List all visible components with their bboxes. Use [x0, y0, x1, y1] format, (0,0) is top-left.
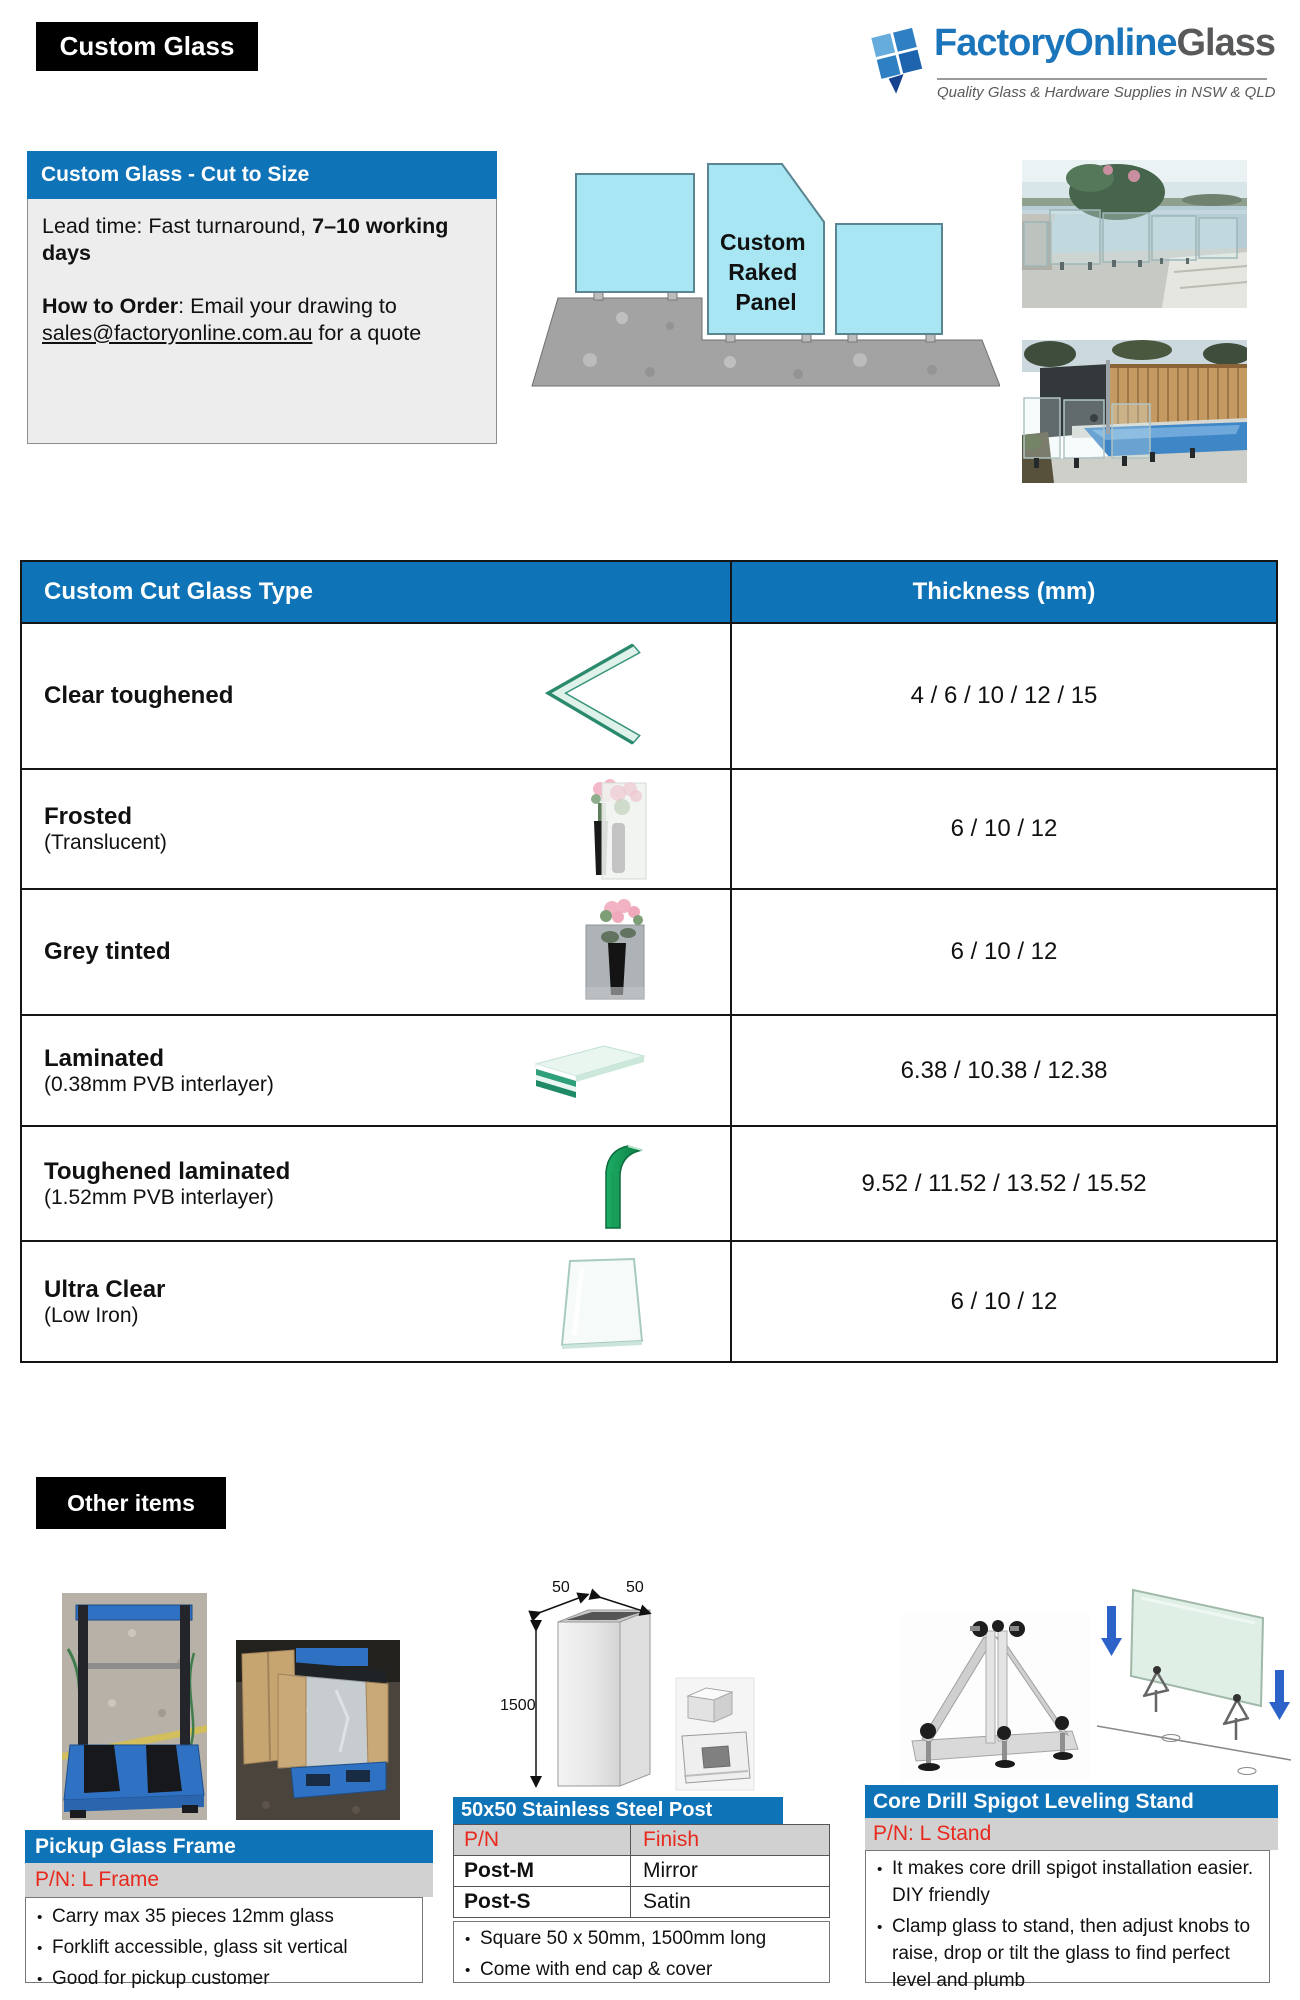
leveling-stand-header — [865, 1785, 1278, 1818]
lead-time-text: Lead time: Fast turnaround, 7–10 working days — [42, 214, 449, 265]
other-items-label: Other items — [67, 1489, 195, 1516]
feature-item: • Come with end cap & cover — [460, 1957, 821, 1984]
dimension-width-label: 50 — [552, 1579, 570, 1596]
logo-window-icon — [870, 24, 926, 98]
logo-divider — [937, 78, 1267, 80]
info-box-body — [27, 199, 497, 444]
glass-type-name: Grey tinted — [44, 938, 171, 965]
glass-type-sub: (0.38mm PVB interlayer) — [44, 1072, 274, 1096]
pn-column-header: P/N — [454, 1825, 631, 1855]
steel-post-table-row — [453, 1856, 830, 1887]
col-header-glass-type: Custom Cut Glass Type — [21, 561, 731, 623]
logo-text — [934, 22, 1275, 65]
logo-text-primary: FactoryOnline — [934, 22, 1177, 64]
feature-item: • Good for pickup customer — [32, 1966, 414, 1993]
leveling-stand-title: Core Drill Spigot Leveling Stand — [873, 1789, 1194, 1813]
glass-type-name: Toughened laminated — [44, 1157, 291, 1185]
pickup-frame-photo — [62, 1593, 207, 1820]
clear-toughened-glass-image — [536, 643, 648, 749]
logo-text-secondary: Glass — [1176, 22, 1276, 64]
glass-panel-right — [836, 224, 942, 334]
packed-glass-photo — [236, 1640, 400, 1820]
ultra-clear-glass-image — [552, 1254, 648, 1350]
feature-item: • Square 50 x 50mm, 1500mm long — [460, 1926, 821, 1953]
part-number-cell: Post-M — [454, 1856, 631, 1886]
finish-cell: Satin — [643, 1890, 691, 1913]
pickup-frame-features — [25, 1897, 423, 1989]
dimension-depth-label: 50 — [626, 1579, 644, 1596]
pickup-frame-part-number: P/N: L Frame — [25, 1863, 433, 1897]
raked-panel-label: Custom Raked Panel — [719, 229, 806, 315]
table-header-row — [21, 561, 1277, 623]
col-header-thickness: Thickness (mm) — [731, 561, 1277, 623]
table-row — [21, 1126, 1277, 1241]
dimension-height-label: 1500 — [500, 1697, 536, 1714]
glass-type-sub: (1.52mm PVB interlayer) — [44, 1185, 274, 1209]
glass-type-sub: (Low Iron) — [44, 1303, 139, 1327]
glass-type-name: Clear toughened — [44, 682, 234, 709]
steel-post-title: 50x50 Stainless Steel Post — [461, 1799, 713, 1821]
steel-post-diagram — [500, 1578, 800, 1796]
table-row — [21, 1015, 1277, 1126]
page-title-label: Custom Glass — [59, 31, 235, 61]
cut-to-size-info-box — [27, 151, 497, 444]
glass-balustrade-photo — [1022, 160, 1247, 308]
glass-thickness: 6 / 10 / 12 — [731, 889, 1277, 1015]
glass-type-sub: (Translucent) — [44, 831, 167, 854]
other-items-heading — [36, 1477, 226, 1529]
glass-thickness: 4 / 6 / 10 / 12 / 15 — [731, 623, 1277, 769]
leveling-stand-diagram — [1095, 1578, 1295, 1783]
table-row — [21, 1241, 1277, 1362]
feature-item: • Carry max 35 pieces 12mm glass — [32, 1904, 414, 1931]
table-row — [21, 623, 1277, 769]
page-title — [36, 22, 258, 71]
steel-post-table — [453, 1824, 830, 1918]
steel-post-header — [453, 1797, 783, 1824]
feature-item: • Forklift accessible, glass sit vertical — [32, 1935, 414, 1962]
glass-thickness: 9.52 / 11.52 / 13.52 / 15.52 — [731, 1126, 1277, 1241]
pickup-frame-header — [25, 1830, 433, 1863]
finish-column-header: Finish — [643, 1828, 700, 1851]
frosted-glass-image — [586, 777, 648, 881]
part-number-cell: Post-S — [454, 1887, 631, 1917]
feature-item: • It makes core drill spigot installation easier. DIY friendly — [872, 1856, 1261, 1910]
glass-type-name: Frosted — [44, 803, 133, 830]
glass-type-name: Ultra Clear — [44, 1275, 166, 1303]
steel-post-features — [453, 1921, 830, 1983]
table-row — [21, 889, 1277, 1015]
feature-item: • Clamp glass to stand, then adjust knobs to raise, drop or tilt the glass to find perfect level and plumb — [872, 1914, 1261, 1995]
custom-raked-panel-illustration — [530, 150, 1000, 390]
grey-tinted-glass-image — [582, 899, 648, 1005]
glass-thickness: 6 / 10 / 12 — [731, 1241, 1277, 1362]
glass-type-name: Laminated — [44, 1044, 165, 1072]
info-box-title: Custom Glass - Cut to Size — [41, 163, 310, 186]
info-box-header — [27, 151, 497, 199]
glass-thickness: 6.38 / 10.38 / 12.38 — [731, 1015, 1277, 1126]
toughened-laminated-glass-image — [596, 1138, 648, 1230]
logo-tagline: Quality Glass & Hardware Supplies in NSW & QLD — [937, 84, 1276, 101]
how-to-order-text: How to Order: Email your drawing to sales@factoryonline.com.au for a quote — [42, 293, 422, 345]
custom-cut-glass-table — [20, 560, 1278, 1363]
pool-fence-photo — [1022, 340, 1247, 483]
finish-cell: Mirror — [643, 1859, 698, 1882]
pickup-frame-title: Pickup Glass Frame — [35, 1834, 236, 1858]
laminated-glass-image — [530, 1040, 648, 1102]
leveling-stand-part-number: P/N: L Stand — [865, 1818, 1278, 1850]
table-row — [21, 769, 1277, 889]
sales-email-link[interactable]: sales@factoryonline.com.au — [42, 320, 313, 345]
glass-panel-left — [576, 174, 694, 292]
leveling-stand-features — [865, 1850, 1270, 1991]
steel-post-table-header — [453, 1824, 830, 1856]
steel-post-table-row — [453, 1887, 830, 1918]
leveling-stand-photo — [900, 1613, 1090, 1781]
glass-thickness: 6 / 10 / 12 — [731, 769, 1277, 889]
company-logo — [860, 18, 1290, 104]
